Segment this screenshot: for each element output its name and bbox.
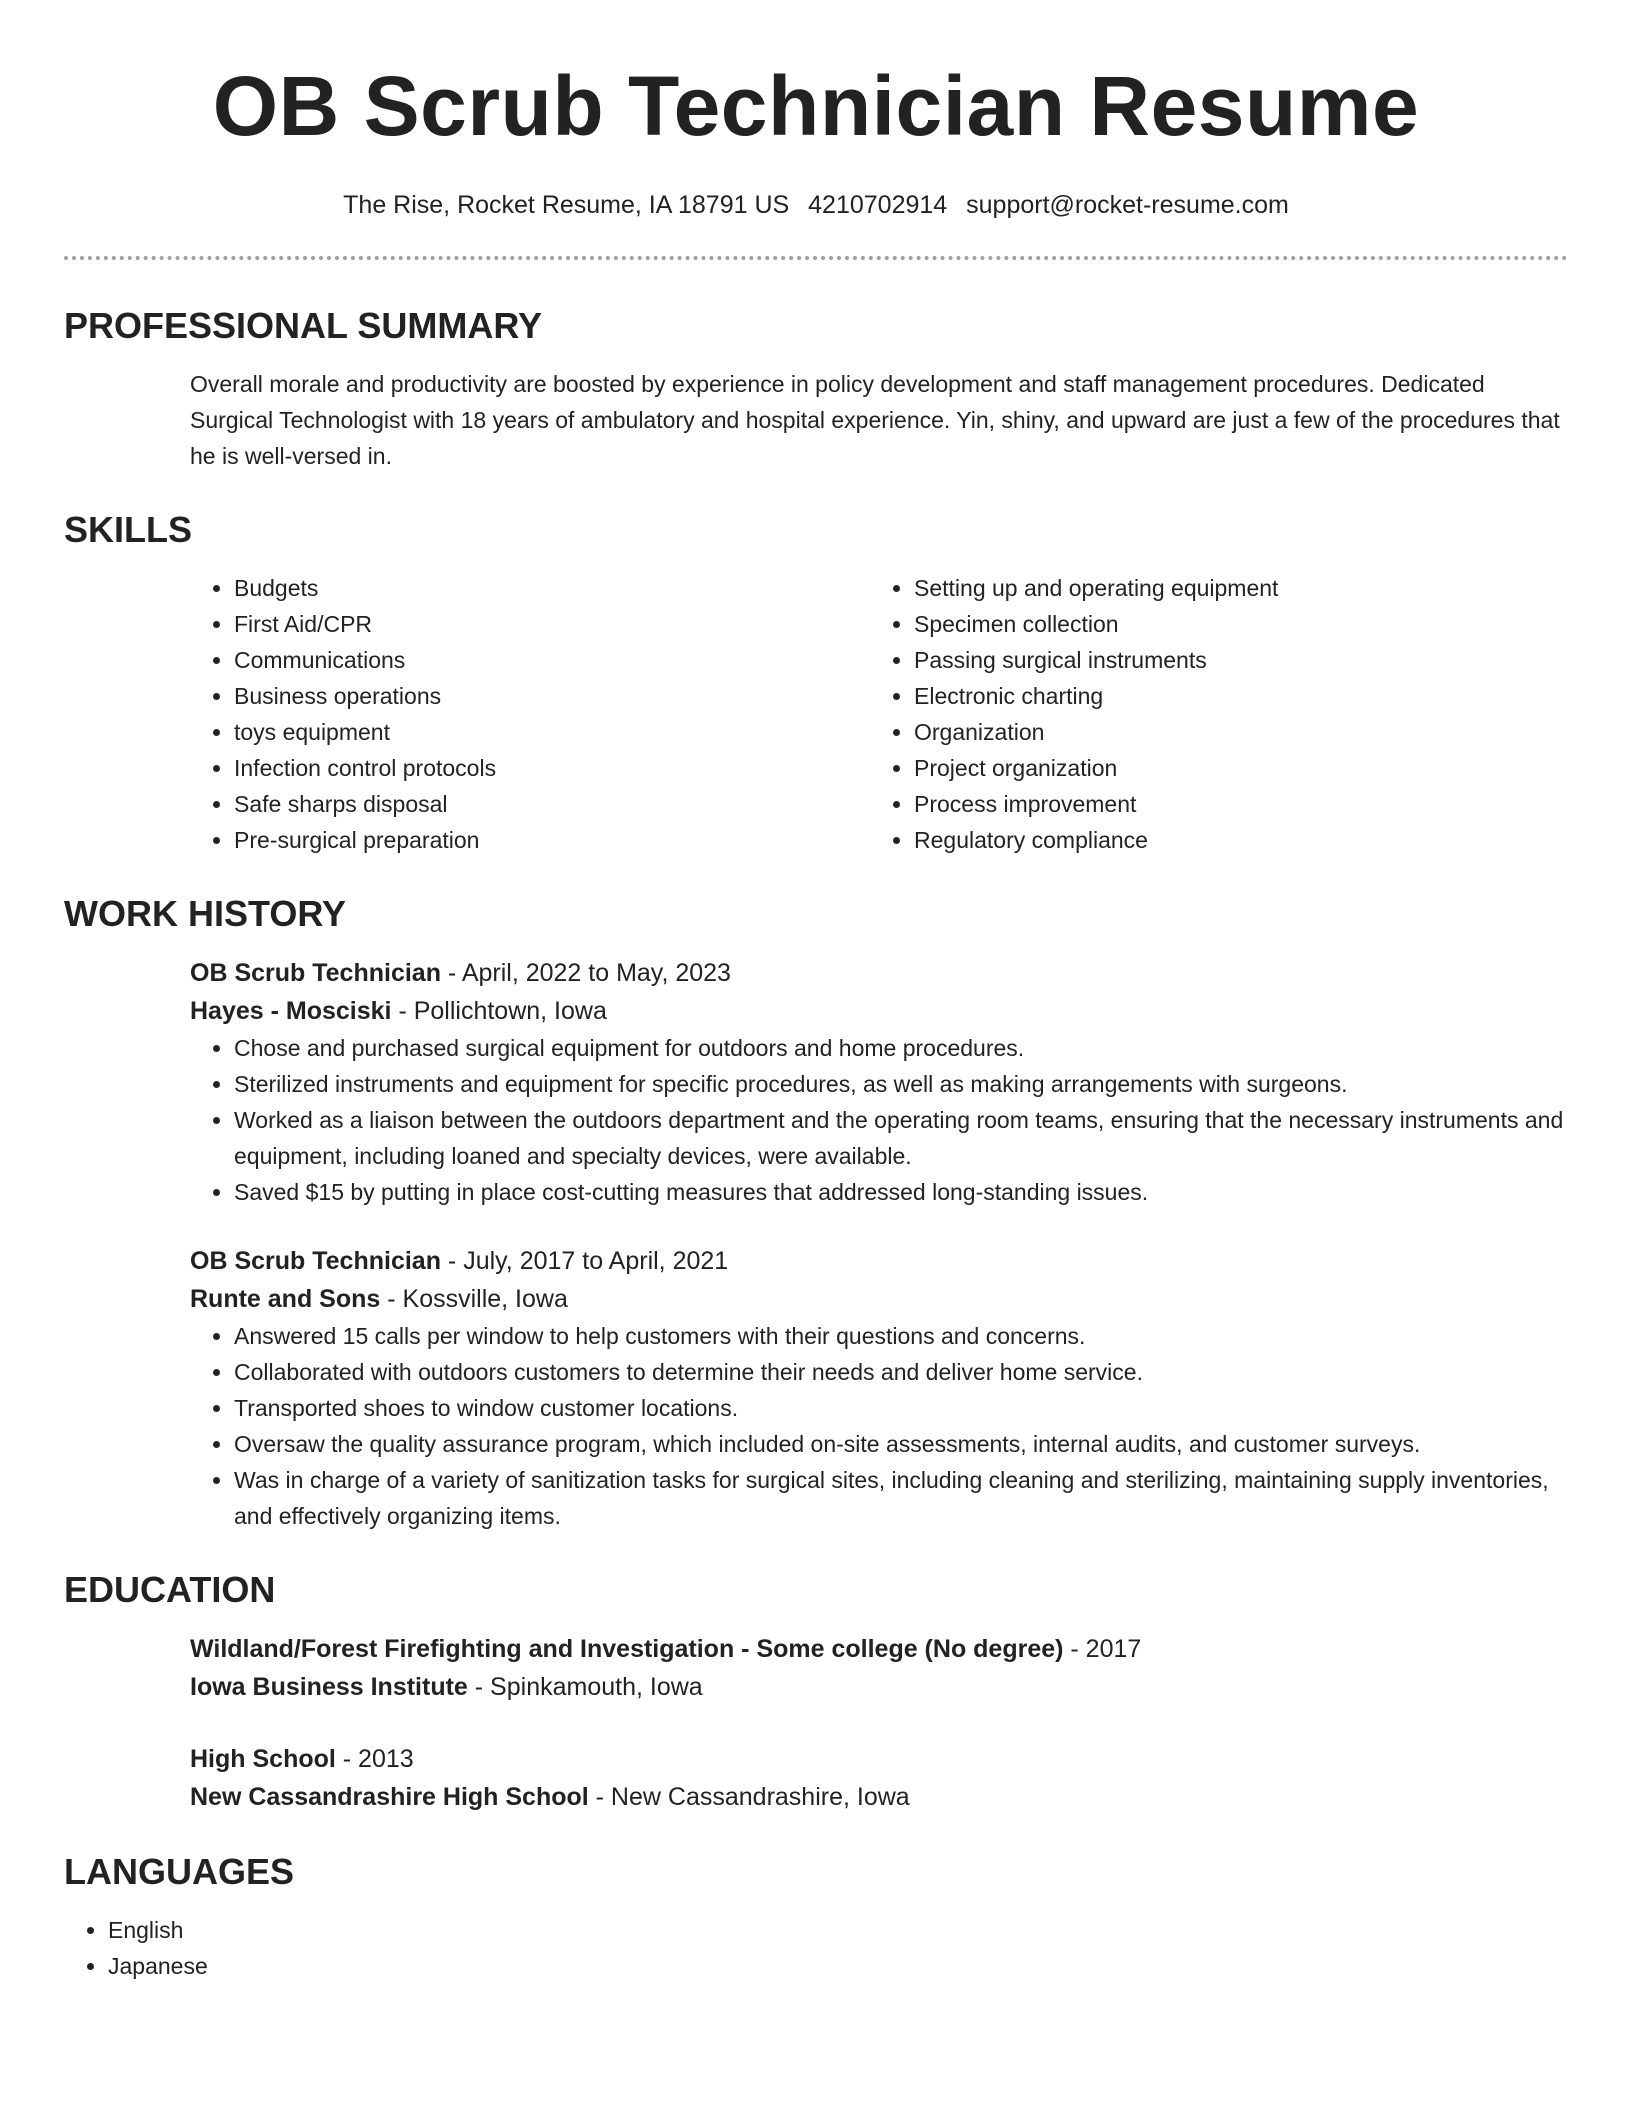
skills-heading: SKILLS: [64, 509, 193, 550]
skills-column-left: [190, 570, 870, 858]
education-school: New Cassandrashire High School: [190, 1783, 589, 1811]
job-duty: • Transported shoes to window customer locations.: [234, 1390, 1568, 1426]
job-duty: • Oversaw the quality assurance program, which included on-site assessments, internal audits, and customer surveys.: [234, 1426, 1568, 1462]
skill-item: • Budgets: [234, 570, 870, 606]
skills-section: [64, 508, 1568, 858]
summary-section: [64, 304, 1568, 474]
education-entry: [190, 1740, 1568, 1816]
job-location: - Pollichtown, Iowa: [391, 997, 607, 1025]
summary-text: Overall morale and productivity are boosted by experience in policy development and staff management procedures. Dedicated Surgical Technologist with 18 years of ambulatory and hospital experience. Yin, shiny, and upward are just a few of the procedures that he is well-versed in.: [190, 371, 1560, 469]
languages-heading: LANGUAGES: [64, 1851, 295, 1892]
job-duty: • Was in charge of a variety of sanitization tasks for surgical sites, including cleaning and sterilizing, maintaining supply inventories, and effectively organizing items.: [234, 1462, 1568, 1534]
education-degree: High School: [190, 1745, 336, 1773]
contact-phone: 4210702914: [808, 191, 948, 219]
languages-list: [64, 1912, 1568, 1984]
job-company: Runte and Sons: [190, 1285, 381, 1313]
job-duty: • Answered 15 calls per window to help customers with their questions and concerns.: [234, 1318, 1568, 1354]
skill-item: • Business operations: [234, 678, 870, 714]
job-dates: - July, 2017 to April, 2021: [440, 1247, 729, 1275]
job-location: - Kossville, Iowa: [380, 1285, 568, 1313]
languages-section: [64, 1850, 1568, 1984]
job-duties: [190, 1318, 1568, 1534]
education-school-line: [190, 1778, 1568, 1816]
job-company: Hayes - Mosciski: [190, 997, 392, 1025]
job-duty: • Worked as a liaison between the outdoors department and the operating room teams, ensuring that the necessary instruments and equipment, including loaned and specialty devices, were available.: [234, 1102, 1568, 1174]
skill-item: • Passing surgical instruments: [914, 642, 1550, 678]
education-location: - New Cassandrashire, Iowa: [588, 1783, 910, 1811]
resume-title: OB Scrub Technician Resume: [212, 59, 1420, 153]
language-item: • English: [108, 1912, 1568, 1948]
contact-email[interactable]: support@rocket-resume.com: [966, 191, 1289, 219]
skill-item: • Electronic charting: [914, 678, 1550, 714]
education-degree-line: [190, 1630, 1568, 1668]
language-item: • Japanese: [108, 1948, 1568, 1984]
education-section: [64, 1568, 1568, 1816]
skill-item: • toys equipment: [234, 714, 870, 750]
education-degree: Wildland/Forest Firefighting and Investigation - Some college (No degree): [190, 1635, 1064, 1663]
skill-item: • Infection control protocols: [234, 750, 870, 786]
job-title-line: [190, 1242, 1568, 1280]
skill-item: • Pre-surgical preparation: [234, 822, 870, 858]
skill-item: • Process improvement: [914, 786, 1550, 822]
education-location: - Spinkamouth, Iowa: [467, 1673, 703, 1701]
education-entry: [190, 1630, 1568, 1706]
contact-line: [64, 188, 1568, 222]
education-degree-line: [190, 1740, 1568, 1778]
skill-item: • First Aid/CPR: [234, 606, 870, 642]
job-company-line: [190, 1280, 1568, 1318]
skill-item: • Specimen collection: [914, 606, 1550, 642]
skills-column-right: [870, 570, 1550, 858]
summary-heading: PROFESSIONAL SUMMARY: [64, 305, 543, 346]
work-heading: WORK HISTORY: [64, 893, 347, 934]
job-duty: • Collaborated with outdoors customers to determine their needs and deliver home service.: [234, 1354, 1568, 1390]
skill-item: • Setting up and operating equipment: [914, 570, 1550, 606]
job-duty: • Chose and purchased surgical equipment for outdoors and home procedures.: [234, 1030, 1568, 1066]
job-dates: - April, 2022 to May, 2023: [440, 959, 731, 987]
skill-item: • Organization: [914, 714, 1550, 750]
header-divider: [64, 256, 1568, 260]
education-year: - 2017: [1063, 1635, 1142, 1663]
job-title-line: [190, 954, 1568, 992]
job-title: OB Scrub Technician: [190, 959, 441, 987]
job-duty: • Sterilized instruments and equipment for specific procedures, as well as making arrangements with surgeons.: [234, 1066, 1568, 1102]
contact-address: The Rise, Rocket Resume, IA 18791 US: [343, 191, 790, 219]
job-duty: • Saved $15 by putting in place cost-cutting measures that addressed long-standing issues.: [234, 1174, 1568, 1210]
job-company-line: [190, 992, 1568, 1030]
job-title: OB Scrub Technician: [190, 1247, 441, 1275]
education-school-line: [190, 1668, 1568, 1706]
education-school: Iowa Business Institute: [190, 1673, 468, 1701]
skills-columns: [190, 570, 1568, 858]
skill-item: • Project organization: [914, 750, 1550, 786]
skill-item: • Regulatory compliance: [914, 822, 1550, 858]
work-section: [64, 892, 1568, 1534]
job-entry: [190, 1242, 1568, 1534]
skill-item: • Communications: [234, 642, 870, 678]
job-duties: [190, 1030, 1568, 1210]
job-entry: [190, 954, 1568, 1210]
education-heading: EDUCATION: [64, 1569, 276, 1610]
skill-item: • Safe sharps disposal: [234, 786, 870, 822]
education-year: - 2013: [335, 1745, 414, 1773]
